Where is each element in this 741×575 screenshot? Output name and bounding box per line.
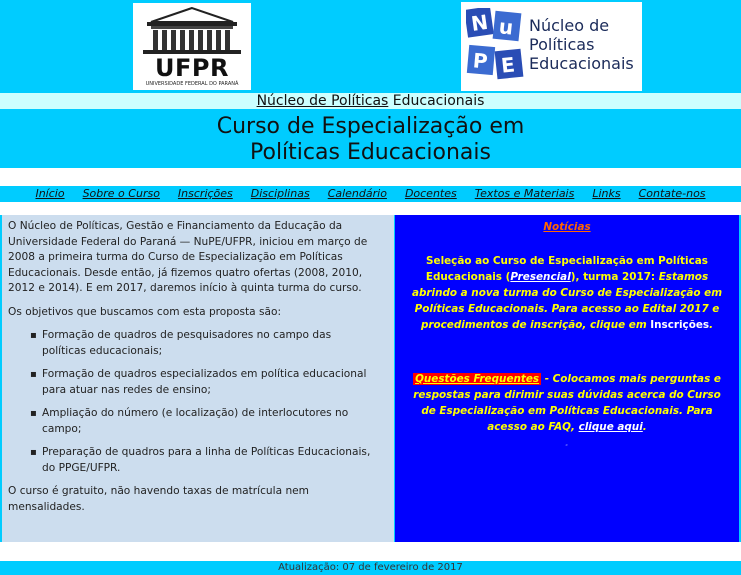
site-subheading (0, 93, 741, 109)
faq-badge[interactable]: Questões Frequentes (415, 373, 540, 385)
list-item: ▪ Formação de quadros de pesquisadores no campo das políticas educacionais; (8, 328, 388, 359)
page-title (0, 110, 741, 167)
faq-link[interactable]: clique aqui (578, 421, 643, 433)
svg-text:P: P (471, 48, 489, 74)
nav-link-docentes[interactable]: Docentes (404, 187, 457, 200)
course-description-panel (2, 215, 394, 542)
list-item: ▪ Preparação de quadros para a linha de Políticas Educacionais, do PPGE/UFPR. (8, 445, 388, 476)
news-panel (395, 215, 739, 542)
nupe-title-line: Núcleo de (529, 16, 610, 35)
news-item-lead-end: ), turma 2017: (570, 271, 656, 283)
nav-link-inscricoes[interactable]: Inscrições (177, 187, 233, 200)
nav-link-inicio[interactable]: Início (35, 187, 65, 200)
nupe-title-line: Políticas (529, 35, 595, 54)
news-item-end: . (709, 319, 714, 331)
inscricoes-link[interactable]: Inscrições (650, 319, 710, 331)
subheading-rest: Educacionais (388, 93, 485, 109)
news-title: Notícias (543, 221, 591, 233)
nupe-logo (461, 2, 642, 91)
objectives-list (8, 328, 388, 476)
news-item-body: - Colocamos mais perguntas e respostas para dirimir suas dúvidas acerca do Curso de Especialização em Políticas Educacionais. Para acesso ao FAQ, (413, 373, 721, 433)
nav-link-contate-nos[interactable]: Contate-nos (638, 187, 706, 200)
presencial-label: Presencial (510, 271, 571, 283)
ufpr-building-icon (133, 6, 251, 56)
ufpr-logo (133, 3, 251, 90)
page-title-line1: Curso de Especialização em (216, 114, 525, 139)
closing-paragraph: O curso é gratuito, não havendo taxas de matrícula nem mensalidades. (8, 485, 310, 513)
news-item-end: . (642, 421, 647, 433)
nav-spacer-top (0, 168, 741, 186)
intro-paragraph: O Núcleo de Políticas, Gestão e Financiamento da Educação da Universidade Federal do Paraná — NuPE/UFPR, iniciou em março de 2008 a primeira turma do Curso de Especialização em Políticas Educacionais. Desde então, já fizemos quatro ofertas (2008, 2010, 2012 e 2014). E em 2017, daremos início à quinta turma do curso. (8, 220, 368, 294)
nav-link-sobre-o-curso[interactable]: Sobre o Curso (82, 187, 160, 200)
nupe-home-link[interactable]: Núcleo de Políticas (256, 93, 389, 109)
page-title-line2: Políticas Educacionais (250, 140, 491, 165)
news-item-faq (409, 371, 725, 435)
nupe-title-line: Educacionais (529, 54, 634, 73)
news-dot: . (565, 437, 569, 449)
svg-text:N: N (469, 9, 490, 36)
news-item-selecao (409, 253, 725, 333)
list-item: ▪ Formação de quadros especializados em política educacional para atuar nas redes de ensino; (8, 367, 388, 398)
nav-link-calendario[interactable]: Calendário (327, 187, 387, 200)
nupe-logo-title (529, 16, 641, 73)
list-item: ▪ Ampliação do número (e localização) de interlocutores no campo; (8, 406, 388, 437)
svg-text:E: E (499, 52, 516, 78)
ufpr-logo-subtitle: UNIVERSIDADE FEDERAL DO PARANÁ (145, 81, 239, 87)
bottom-spacer (0, 542, 741, 561)
nav-spacer-bottom (0, 202, 741, 215)
svg-text:u: u (497, 14, 515, 40)
nav-link-disciplinas[interactable]: Disciplinas (250, 187, 310, 200)
update-footer: Atualização: 07 de fevereiro de 2017 (0, 561, 741, 575)
news-item-body: Estamos abrindo a nova turma do Curso de Especialização em Políticas Educacionais. Para acesso ao Edital 2017 e procedimentos de inscrição, clique em (411, 271, 723, 331)
nav-link-textos-e-materiais[interactable]: Textos e Materiais (474, 187, 575, 200)
objectives-label: Os objetivos que buscamos com esta proposta são: (8, 305, 282, 318)
ufpr-logo-text: UFPR (155, 54, 229, 82)
news-item-lead: Seleção ao Curso de Especialização em Políticas Educacionais ( (425, 255, 708, 283)
nav-link-links[interactable]: Links (592, 187, 621, 200)
nupe-blocks-icon (466, 8, 524, 86)
main-nav (0, 186, 741, 202)
